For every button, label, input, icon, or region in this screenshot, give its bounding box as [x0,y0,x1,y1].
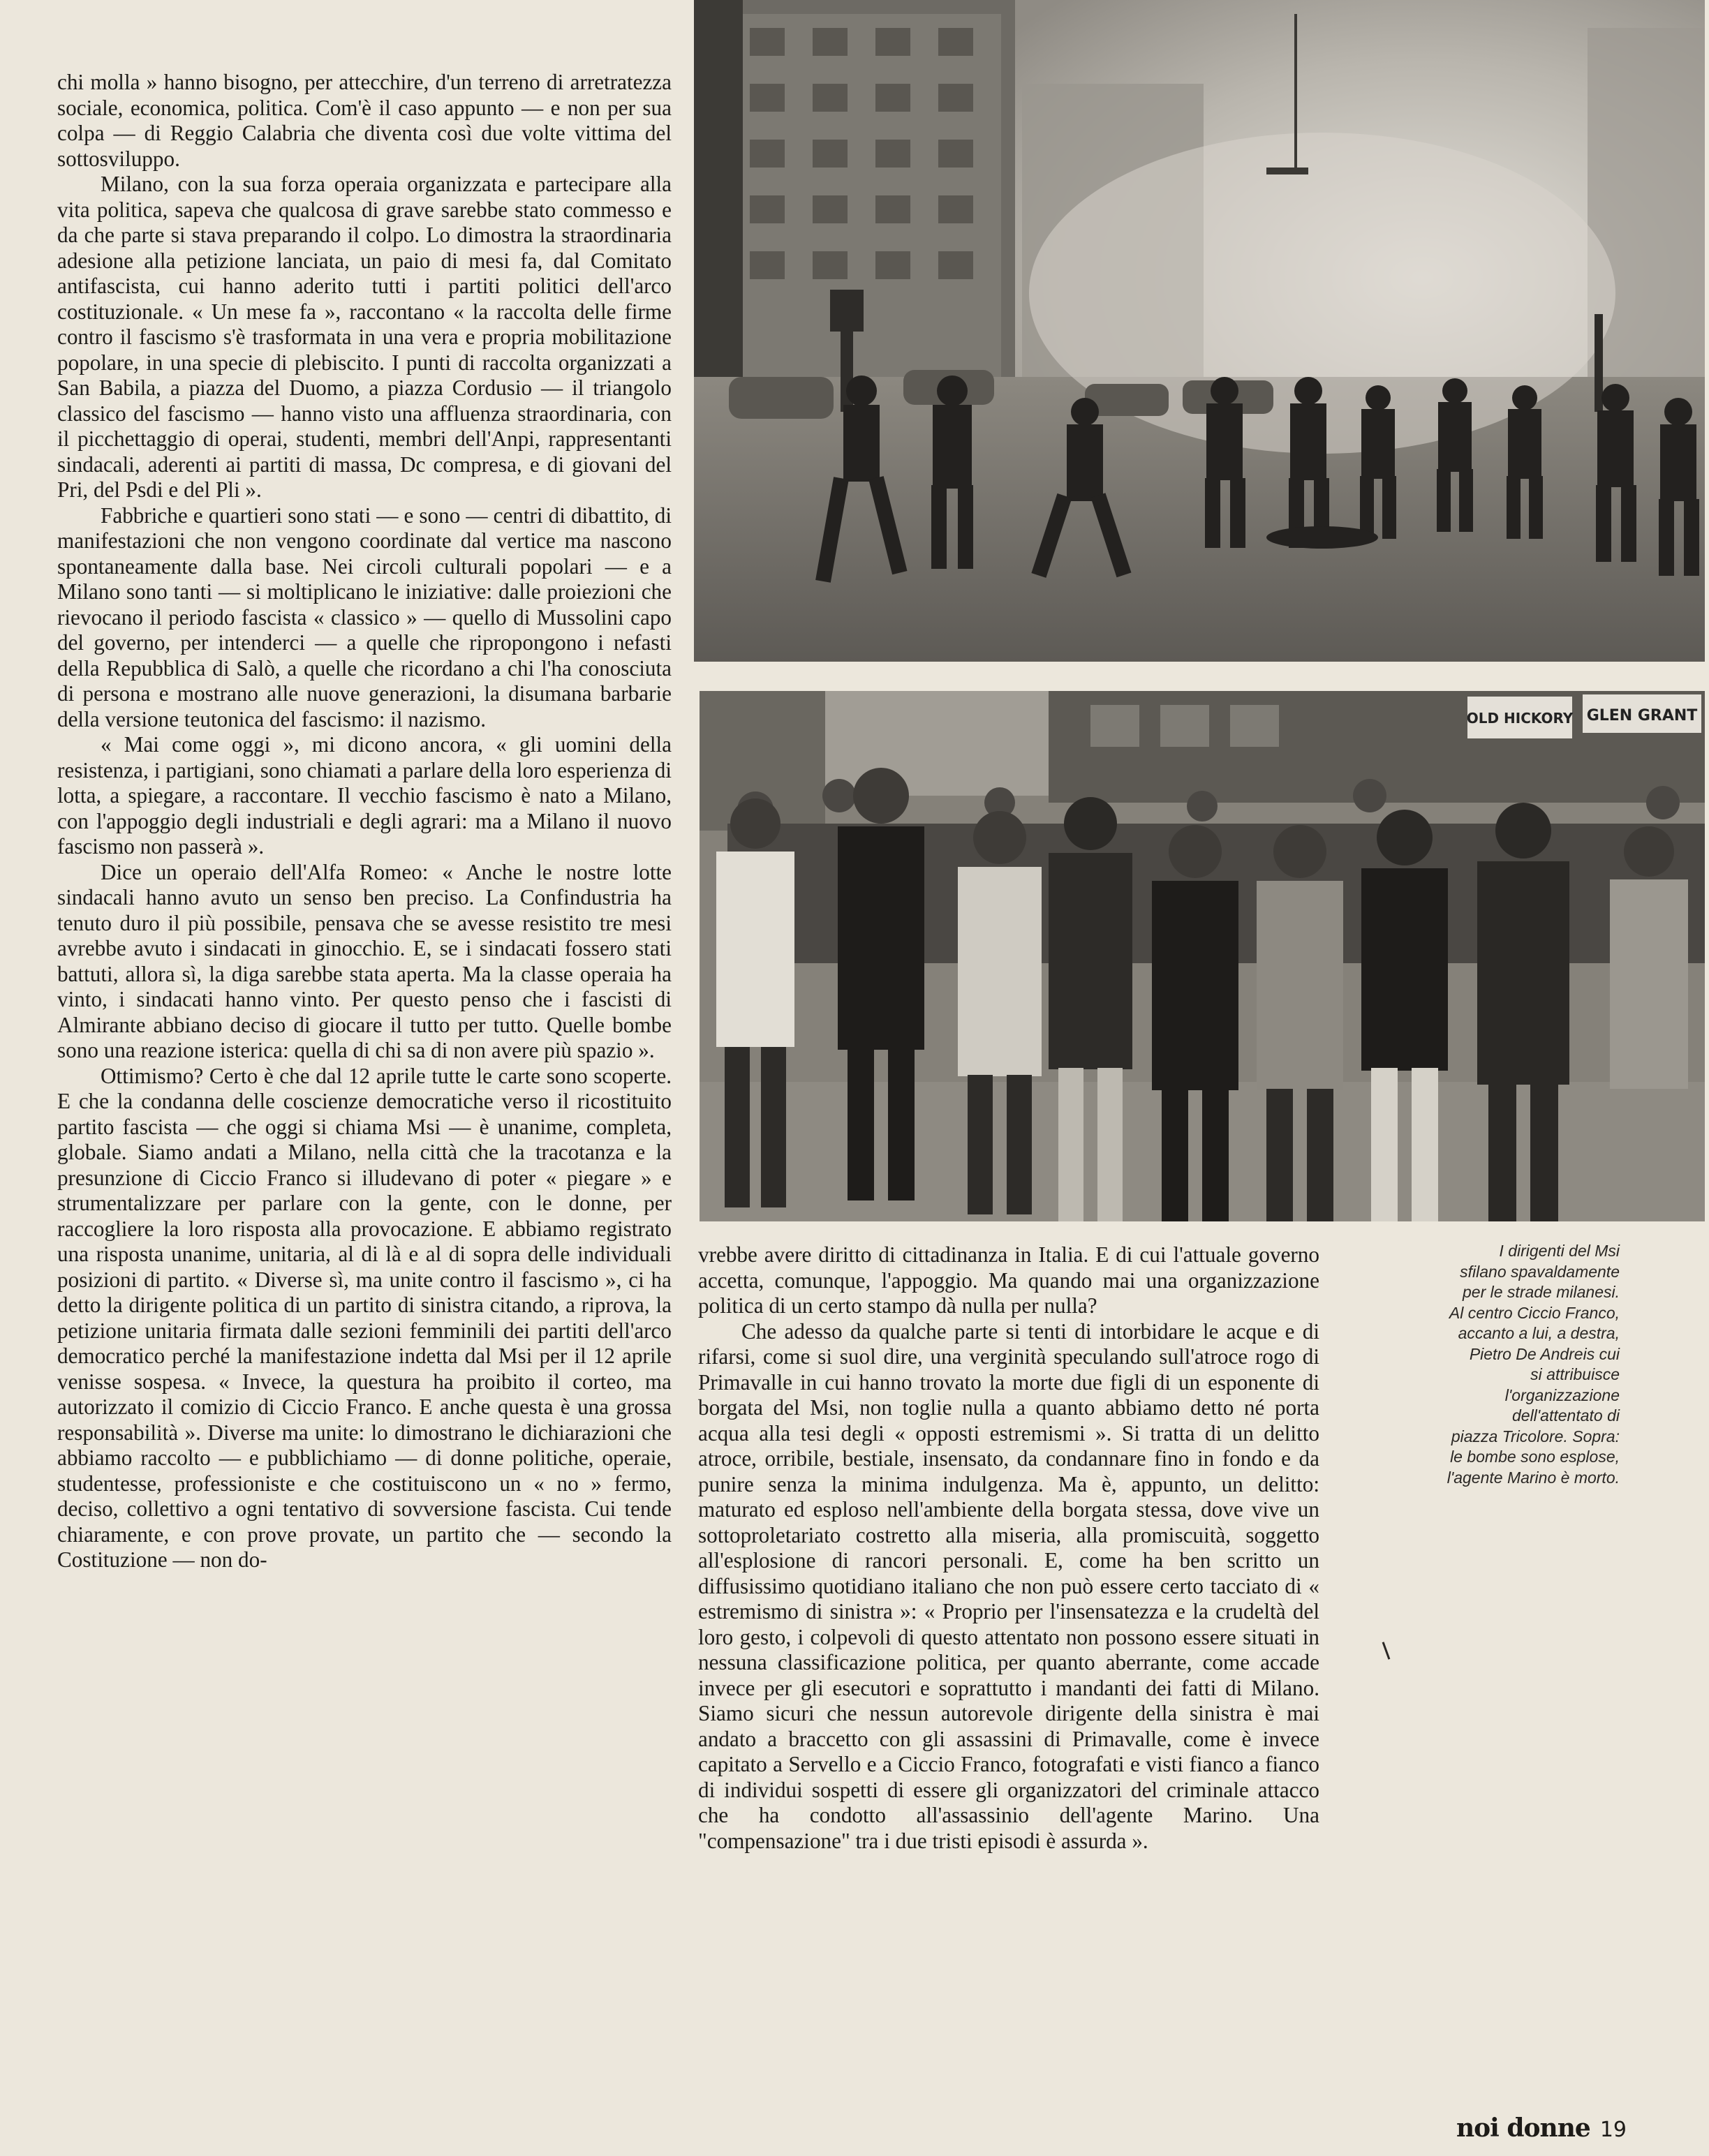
article-paragraph: Ottimismo? Certo è che dal 12 aprile tutte le carte sono scoperte. E che la condanna delle coscienze democratiche verso il ricostituito partito fascista — che oggi si chiama Msi — è unanime, completa, globale. Siamo andati a Milano, nella città che la tracotanza e la presunzione di Ciccio Franco si illudevano di poter « piegare » e strumentalizzare per parlare con la gente, con le donne, per raccogliere la loro risposta alla provocazione. E abbiamo registrato una risposta unanime, unitaria, al di là e al di sopra delle individuali posizioni di partito. « Diverse sì, ma unite contro il fascismo », ci ha detto la dirigente politica di un partito di sinistra citando, a riprova, la petizione unitaria firmata dalle sezioni femminili dei partiti dell'arco democratico perché la manifestazione indetta dal Msi per il 12 aprile venisse sospesa. « Invece, la questura ha proibito il corteo, ma autorizzato il comizio di Ciccio Franco. E anche questa è una grossa responsabilità ». Diverse ma unite: lo dimostrano le dichiarazioni che abbiamo raccolto — e pubblichiamo — di donne politiche, operaie, studentesse, professioniste e che costituiscono un « no » fermo, deciso, collettivo a ogni tentativo di sovversione fascista. Cui tende chiaramente, e con prove provate, un partito che — secondo la Costituzione — non do- [57,1063,672,1572]
caption-line: accanto a lui, a destra, [1458,1324,1620,1342]
article-column-left [57,70,672,1573]
caption-line: sfilano spavaldamente [1460,1262,1620,1281]
shop-sign-old-hickory: OLD HICKORY [1466,710,1574,727]
photo-caption [1326,1241,1620,1488]
article-paragraph: vrebbe avere diritto di cittadinanza in Italia. E di cui l'attuale governo accetta, comunque, l'appoggio. Ma quando mai una organizzazione politica di un certo stampo dà nulla per nulla? [698,1242,1319,1318]
caption-line: I dirigenti del Msi [1499,1242,1620,1260]
riot-photo [694,0,1705,662]
caption-line: l'agente Marino è morto. [1447,1468,1620,1487]
stray-mark [1382,1642,1391,1659]
article-paragraph: « Mai come oggi », mi dicono ancora, « gli uomini della resistenza, i partigiani, sono chiamati a parlare della loro esperienza di lotta, a spiegare, a raccontare. Il vecchio fascismo è nato a Milano, con l'appoggio degli industriali e degli agrari: ma a Milano il nuovo fascismo non passerà ». [57,732,672,858]
caption-line: l'organizzazione [1504,1385,1620,1404]
page-number: 19 [1599,2118,1627,2142]
article-paragraph: Dice un operaio dell'Alfa Romeo: « Anche le nostre lotte sindacali hanno avuto un senso ben preciso. La Confindustria ha tenuto duro il più possibile, pensava che se avesse resistito tre mesi avrebbe avuto i sindacati in ginocchio. E, se i sindacati fossero stati battuti, allora sì, la diga sarebbe stata aperta. Ma la classe operaia ha vinto, i sindacati hanno vinto. Per questo penso che i fascisti di Almirante abbiano deciso di giocare il tutto per tutto. Quelle bombe sono una reazione isterica: quella di chi sa di non avere più spazio ». [57,859,672,1062]
riot-photo-illustration [694,0,1705,662]
shop-sign-glen-grant: GLEN GRANT [1586,707,1698,724]
article-paragraph: chi molla » hanno bisogno, per attecchire, d'un terreno di arretratezza sociale, economica, politica. Com'è il caso appunto — e non per sua colpa — di Reggio Calabria che diventa così due volte vittima del sottosviluppo. [57,70,672,171]
article-paragraph: Milano, con la sua forza operaia organizzata e partecipare alla vita politica, sapeva che qualcosa di grave sarebbe stato commesso e da che parte si stava preparando il colpo. Lo dimostra la straordinaria adesione alla petizione lanciata, un paio di mesi fa, dal Comitato antifascista, cui hanno aderito tutti i partiti politici dell'arco costituzionale. « Un mese fa », raccontano « la raccolta delle firme contro il fascismo s'è trasformata in una vera e propria mobilitazione popolare, in una specie di plebiscito. I punti di raccolta organizzati a San Babila, a piazza del Duomo, a piazza Cordusio — il triangolo classico del fascismo — hanno visto una affluenza straordinaria, con il picchettaggio di operai, studenti, membri dell'Anpi, rappresentanti sindacali, aderenti ai partiti di massa, Dc compresa, e di giovani del Pri, del Psdi e del Pli ». [57,172,672,502]
article-paragraph: Che adesso da qualche parte si tenti di intorbidare le acque e di rifarsi, come si suol dire, una verginità speculando sull'atroce rogo di Primavalle in cui hanno trovato la morte due figli di un esponente di borgata del Msi, non toglie nulla a quanto abbiamo detto né porta acqua alla tesi degli « opposti estremismi ». Si tratta di un delitto atroce, orribile, bestiale, insensato, da condannare fino in fondo e da punire senza la minima indulgenza. Ma è, appunto, un delitto: maturato ed esploso nell'ambiente della borgata stessa, dove vive un sottoproletariato costretto alla miseria, alla promiscuità, soggetto all'esplosione di rancori personali. E, come ha ben scritto un diffusissimo quotidiano italiano che non può essere certo tacciato di « estremismo di sinistra »: « Proprio per l'insensatezza e la crudeltà del loro gesto, i colpevoli di questo attentato non possono essere situati in nessuna classificazione politica, per quanto aberrante, come accade invece per gli esecutori e soprattutto i mandanti dei fatti di Milano. Siamo sicuri che nessun autorevole dirigente della sinistra è mai andato a braccetto con gli assassini di Primavalle, come è invece capitato a Servello e a Ciccio Franco, fotografati e visti fianco a fianco di individui sospetti di essere gli organizzatori del criminale attacco che ha condotto all'assassinio dell'agente Marino. Una "compensazione" tra i due tristi episodi è assurda ». [698,1318,1319,1853]
caption-line: le bombe sono esplose, [1450,1448,1620,1466]
article-column-right [698,1242,1319,1854]
caption-line: Pietro De Andreis cui [1469,1344,1620,1363]
caption-line: si attribuisce [1530,1365,1620,1383]
march-photo-illustration [700,691,1705,1221]
march-photo [700,691,1705,1221]
caption-line: per le strade milanesi. [1463,1283,1620,1301]
page-footer [1456,2113,1627,2143]
article-paragraph: Fabbriche e quartieri sono stati — e sono — centri di dibattito, di manifestazioni che non vengono coordinate dal vertice ma nascono spontaneamente dalla base. Nei circoli culturali popolari — e a Milano sono tanti — si moltiplicano le iniziative: dalle proiezioni che rievocano il periodo fascista « classico » — quello di Mussolini capo del governo, per intenderci — a quelle che ripropongono i nefasti della Repubblica di Salò, a quelle che ricordano a chi l'ha conosciuta di persona e mostrano alle nuove generazioni, la disumana barbarie della versione teutonica del fascismo: il nazismo. [57,503,672,731]
magazine-name: noi donne [1456,2113,1590,2143]
caption-line: piazza Tricolore. Sopra: [1451,1427,1620,1445]
caption-line: Al centro Ciccio Franco, [1449,1303,1620,1322]
caption-line: dell'attentato di [1511,1406,1620,1425]
